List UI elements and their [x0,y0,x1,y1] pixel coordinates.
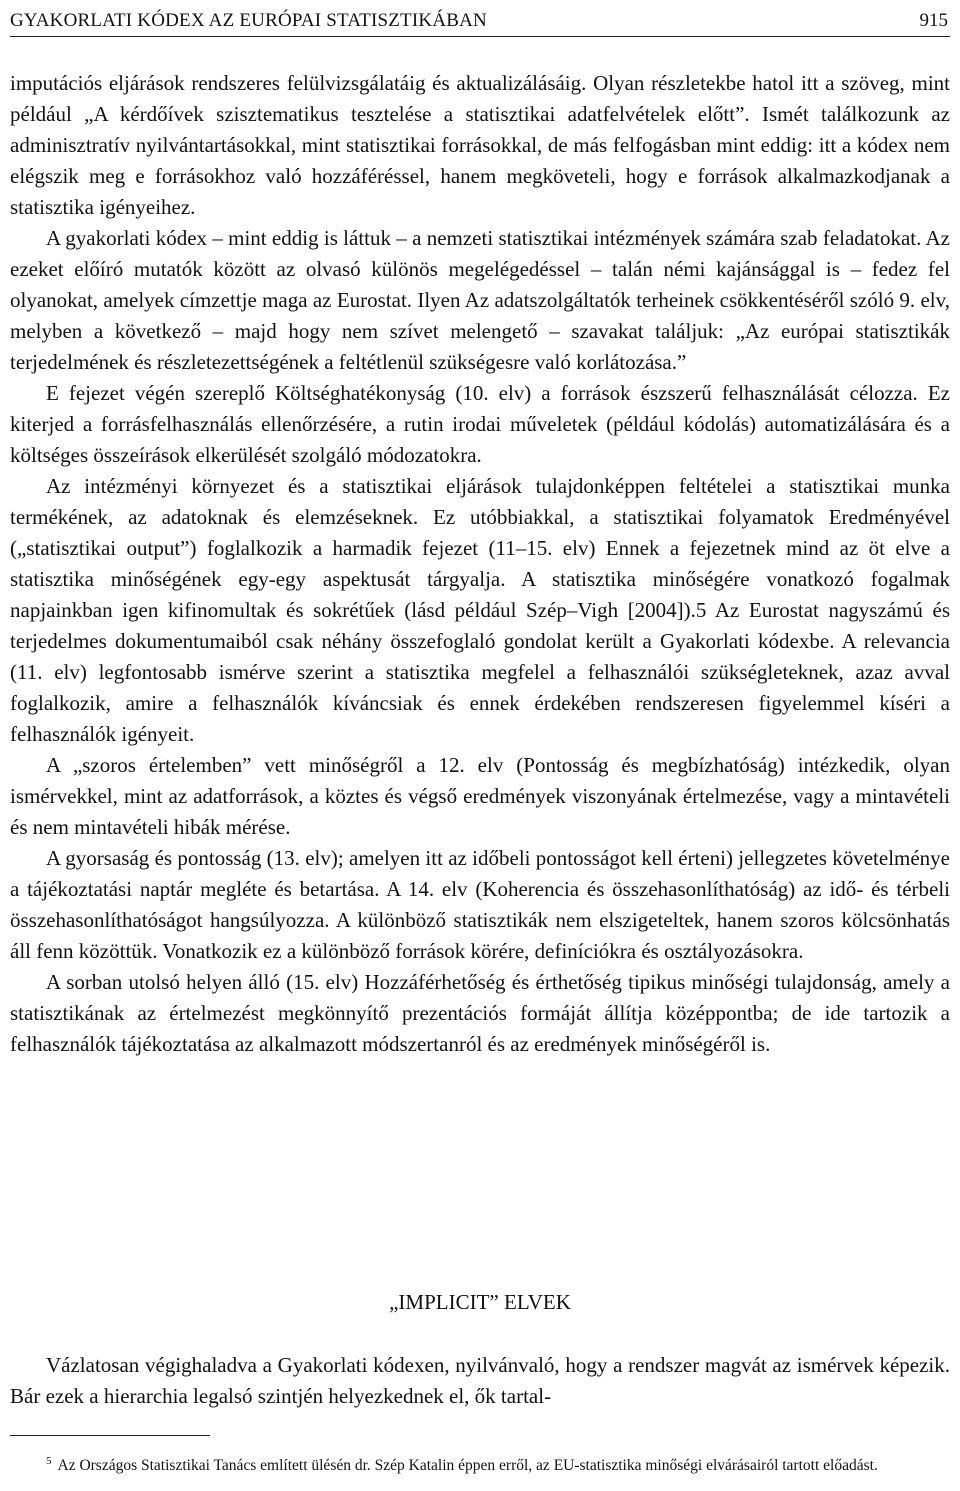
footnote-mark: 5 [46,1455,52,1467]
footnote-text: Az Országos Statisztikai Tanács említett ülésén dr. Szép Katalin éppen erről, az EU-statisztika minőségi elvárásairól tartott előadást. [57,1457,878,1475]
paragraph-2: A gyakorlati kódex – mint eddig is láttuk – a nemzeti statisztikai intézmények számára szab feladatokat. Az ezeket előíró mutatók között az olvasó különös megelégedéssel – talán némi kajánsággal is – fedez fel olyanokat, amelyek címzettje maga az Eurostat. Ilyen Az adatszolgáltatók terheinek csökkentéséről szóló 9. elv, melyben a következő – majd hogy nem szívet melengető – szavakat találjuk: „Az európai statisztikák terjedelmének és részletezettségének a feltétlenül szükségesre való korlátozása.” [10,226,950,374]
section-heading: „IMPLICIT” ELVEK [389,1290,571,1314]
footnote-separator [10,1435,210,1436]
paragraph-3: E fejezet végén szereplő Költséghatékonyság (10. elv) a források észszerű felhasználását célozza. Ez kiterjed a forrásfelhasználás ellenőrzésére, a rutin irodai műveletek (például kódolás) automatizálására és a költséges összeírások elkerülését szolgáló módozatokra. [10,381,950,467]
footnote [10,1450,950,1477]
paragraph-7: A sorban utolsó helyen álló (15. elv) Hozzáférhetőség és érthetőség tipikus minőségi tulajdonság, amely a statisztikának az értelmezést megkönnyítő prezentációs formáját állítja középpontba; de ide tartozik a felhasználók tájékoztatása az alkalmazott módszertanról és az eredmények minőségéről is. [10,970,950,1056]
page-number: 915 [919,10,948,31]
paragraph-8: Vázlatosan végighaladva a Gyakorlati kódexen, nyilvánvaló, hogy a rendszer magvát az ismérvek képezik. Bár ezek a hierarchia legalsó szintjén helyezkednek el, ők tartal- [10,1353,950,1408]
body-text [10,68,950,1060]
paragraph-5: A „szoros értelemben” vett minőségről a 12. elv (Pontosság és megbízhatóság) intézkedik, olyan ismérvekkel, mint az adatforrások, a köztes és végső eredmények viszonyának értelmezése, vagy a mintavételi és nem mintavételi hibák mérése. [10,753,950,839]
paragraph-6: A gyorsaság és pontosság (13. elv); amelyen itt az időbeli pontosságot kell érteni) jellegzetes követelménye a tájékoztatási naptár megléte és betartása. A 14. elv (Koherencia és összehasonlíthatóság) az idő- és térbeli összehasonlíthatóságot hangsúlyozza. A különböző statisztikák nem elszigeteltek, hanem szoros kölcsönhatás áll fenn közöttük. Vonatkozik ez a különböző források körére, definíciókra és osztályozásokra. [10,846,950,963]
paragraph-4: Az intézményi környezet és a statisztikai eljárások tulajdonképpen feltételei a statisztikai munka termékének, az adatoknak és elemzéseknek. Ez utóbbiakkal, a statisztikai folyamatok Eredményével („statisztikai output”) foglalkozik a harmadik fejezet (11–15. elv) Ennek a fejezetnek mind az öt elve a statisztika minőségének egy-egy aspektusát tárgyalja. A statisztika minőségére vonatkozó fogalmak napjainkban igen kifinomultak és sokrétűek (lásd például Szép–Vigh [2004]).5 Az Eurostat nagyszámú és terjedelmes dokumentumaiból csak néhány összefoglaló gondolat került a Gyakorlati kódexbe. A relevancia (11. elv) legfontosabb ismérve szerint a statisztika megfelel a felhasználói szükségleteknek, azaz avval foglalkozik, amire a felhasználók kíváncsiak és ennek érdekében rendszeresen figyelemmel kíséri a felhasználók igényeit. [10,474,950,746]
running-header-title: GYAKORLATI KÓDEX AZ EURÓPAI STATISZTIKÁBAN [10,10,487,31]
body-text-continued [10,1350,950,1412]
paragraph-1: imputációs eljárások rendszeres felülvizsgálatáig és aktualizálásáig. Olyan részletekbe hatol itt a szöveg, mint például „A kérdőívek szisztematikus tesztelése a statisztikai adatfelvételek előtt”. Ismét találkozunk az adminisztratív nyilvántartásokkal, mint statisztikai forrásokkal, de más felfogásban mint eddig: itt a kódex nem elégszik meg e forrásokhoz való hozzáféréssel, hanem megköveteli, hogy e források alkalmazkodjanak a statisztika igényeihez. [10,71,950,219]
running-header [10,6,950,37]
